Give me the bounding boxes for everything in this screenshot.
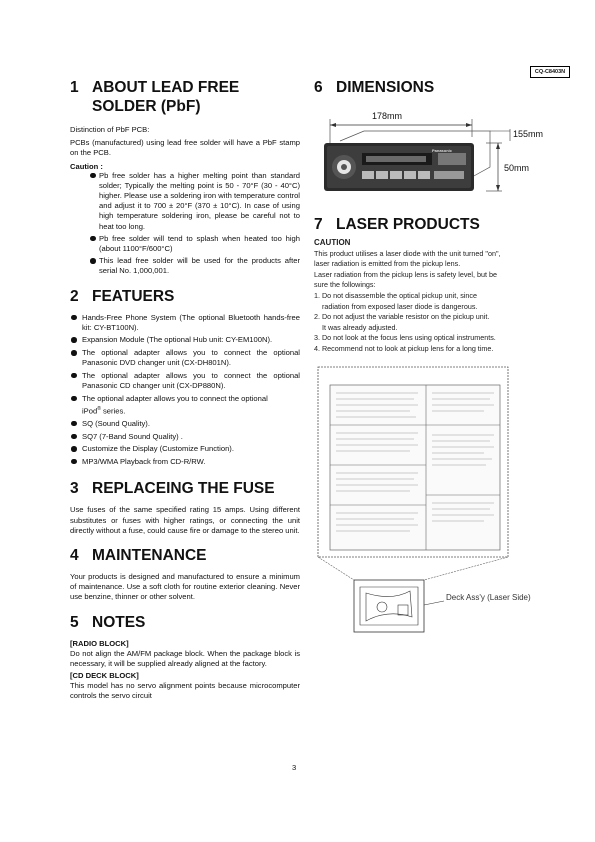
laser-caution (314, 238, 570, 355)
list-item: The optional adapter allows you to connect the optional Panasonic DVD changer unit (CX-DH801N). (70, 348, 300, 368)
list-item: Hands-Free Phone System (The optional Bluetooth hands-free kit: CY-BT100N). (70, 313, 300, 333)
bullet-icon (71, 446, 77, 452)
caution-line: radiation from exposed laser diode is dangerous. (314, 301, 478, 311)
width-label: 178mm (372, 111, 403, 121)
depth-label: 155mm (513, 129, 544, 139)
section-7-heading: 7 LASER PRODUCTS (314, 216, 480, 233)
laser-caution-title: CAUTION (314, 238, 351, 247)
bullet-icon (90, 236, 96, 242)
bullet-icon (71, 373, 77, 379)
section-1-heading (70, 78, 300, 116)
list-item: This lead free solder will be used for the products after serial No. 1,000,001. (70, 256, 300, 276)
radio-block-label: [RADIO BLOCK] (70, 638, 129, 648)
bullet-icon (71, 396, 77, 402)
brand-logo: Panasonic (432, 148, 453, 153)
list-item: SQ7 (7-Band Sound Quality) . (70, 432, 300, 442)
pbf-intro: Distinction of PbF PCB: (70, 125, 150, 134)
list-item: Pb free solder will tend to splash when heated too high (about 1100°F/600°C) (70, 234, 300, 254)
bullet-icon (71, 315, 77, 321)
caution-line: 3. Do not look at the focus lens using optical instruments. (314, 333, 496, 343)
dimensions-diagram (314, 107, 570, 207)
left-column (70, 78, 300, 701)
cd-deck-block-label: [CD DECK BLOCK] (70, 670, 139, 680)
radio-block-text: Do not align the AM/FM package block. When the package block is necessary, it will be supplied already aligned at the factory. (70, 648, 300, 668)
caution-label: Caution : (70, 161, 103, 171)
bullet-icon (71, 337, 77, 343)
caution-line: 4. Recommend not to look at pickup lens for a long time. (314, 343, 494, 353)
bullet-icon (71, 434, 77, 440)
caution-line: 2. Do not adjust the variable resistor on the pickup unit. (314, 312, 490, 322)
fuse-text: Use fuses of the same specified rating 15 amps. Using different substitutes or fuses with higher ratings, or connecting the unit directly without a fuse, could cause fire or damage to the stereo unit. (70, 505, 300, 535)
height-label: 50mm (504, 163, 530, 173)
list-item: SQ (Sound Quality). (70, 419, 300, 429)
features-list (70, 313, 300, 467)
pbf-stamp-text: PCBs (manufactured) using lead free solder will have a PbF stamp on the PCB. (70, 138, 300, 158)
deck-assy-label: Deck Ass'y (Laser Side) (446, 592, 531, 602)
laser-deck-drawing (314, 365, 570, 635)
section-number: 1 (70, 79, 79, 96)
section-5-heading: 5 NOTES (70, 613, 146, 631)
bullet-icon (90, 258, 96, 264)
list-item: Pb free solder has a higher melting point than standard solder; Typically the melting point is 50 - 70°F (30 - 40°C) higher. Please use a soldering iron with temperature control and adjust it to 700 ± 20°F (370 ± 10°C). In case of using high temperature soldering iron, please be careful not to heat too long. (70, 171, 300, 232)
caution-list (70, 171, 300, 277)
cd-deck-block-text: This model has no servo alignment points because microcomputer controls the servo circuit (70, 680, 300, 701)
bullet-icon (90, 173, 96, 179)
section-title: ABOUT LEAD FREE SOLDER (PbF) (92, 79, 240, 115)
caution-line: 1. Do not disassemble the optical pickup unit, since (314, 290, 478, 300)
caution-line: This product utilises a laser diode with the unit turned "on", (314, 248, 501, 258)
maintenance-text: Your products is designed and manufactured to ensure a minimum of maintenance. Use a soft cloth for routine exterior cleaning. Never use benzine, thinner or other solvent. (70, 571, 300, 602)
page-number: 3 (292, 763, 297, 772)
bullet-icon (71, 421, 77, 427)
bullet-icon (71, 459, 77, 465)
list-item: Expansion Module (The optional Hub unit: CY-EM100N). (70, 335, 300, 345)
right-column (314, 78, 570, 635)
list-item: The optional adapter allows you to connect the optional iPod® series. (70, 394, 300, 417)
list-item: The optional adapter allows you to connect the optional Panasonic CD changer unit (CX-DP880N). (70, 371, 300, 391)
caution-line: It was already adjusted. (314, 322, 398, 332)
head-unit-drawing (314, 107, 570, 207)
section-3-heading: 3 REPLACEING THE FUSE (70, 480, 275, 498)
laser-label-figure (314, 365, 570, 635)
model-number-tag: CQ-C8403N (530, 66, 570, 78)
caution-line: sure the followings: (314, 280, 376, 290)
bullet-icon (71, 350, 77, 356)
section-4-heading: 4 MAINTENANCE (70, 546, 207, 564)
caution-line: laser radiation is emitted from the pickup lens. (314, 259, 461, 269)
list-item: MP3/WMA Playback from CD-R/RW. (70, 457, 300, 467)
section-2-heading: 2 FEATUERS (70, 287, 175, 305)
section-6-heading: 6 DIMENSIONS (314, 79, 435, 96)
caution-line: Laser radiation from the pickup lens is safety level, but be (314, 269, 497, 279)
list-item: Customize the Display (Customize Function). (70, 444, 300, 454)
